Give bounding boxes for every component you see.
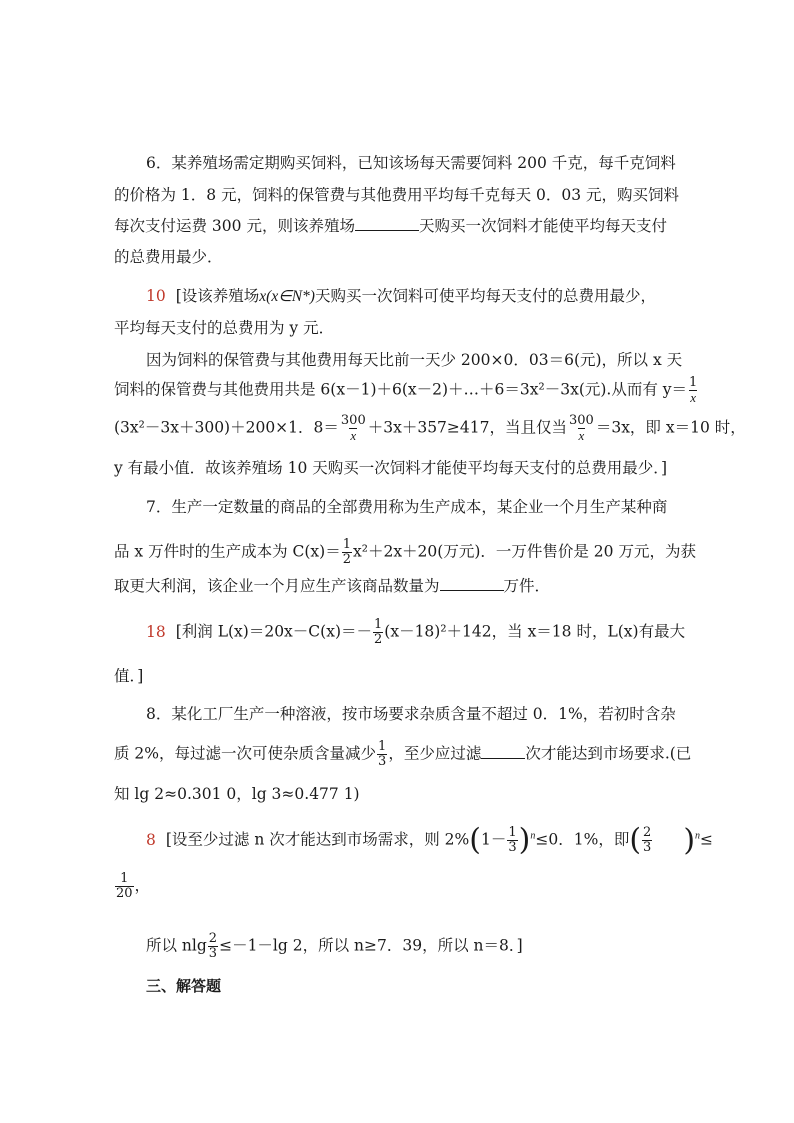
- q7-line2-b: x²＋2x＋20(万元)．一万件售价是 20 万元，为获: [353, 542, 696, 561]
- a8-line1: [146, 822, 714, 858]
- a6-frac-300-over-x-2: $\frac{300}{x}$: [569, 413, 594, 443]
- a8-frac-one-twentieth: $\frac{1}{20}$: [116, 871, 133, 901]
- a6-line5: [114, 414, 746, 443]
- a6-answer: 10: [146, 287, 166, 305]
- a8-exp-n-2: n: [695, 830, 701, 842]
- a6-line4-a: 饲料的保管费与其他费用共是 6(x－1)＋6(x－2)＋…＋6＝3x²－3x(元).从而有 y＝: [114, 380, 688, 399]
- a6-line5-b: ＋3x＋357≥417，当且仅当: [367, 418, 567, 437]
- section-heading-answer-questions: 三、解答题: [146, 977, 222, 995]
- q7-line1: 7．生产一定数量的商品的全部费用称为生产成本，某企业一个月生产某种商: [146, 498, 668, 516]
- a8-line3-b: ≤－1－lg 2，所以 n≥7．39，所以 n＝8．]: [219, 936, 523, 955]
- a7-line2: 值．]: [114, 667, 144, 685]
- q7-line3-b: 万件．: [503, 577, 551, 595]
- q8-frac-third: $\frac{1}{3}$: [378, 739, 387, 769]
- a6-line5-a: (3x²－3x＋300)＋200×1．8＝: [114, 418, 339, 437]
- a8-left-paren-2: (: [629, 822, 642, 858]
- a8-line1-a: [设至少过滤 n 次才能达到市场需求，则 2%: [165, 830, 470, 849]
- q8-line3: 知 lg 2≈0.301 0，lg 3≈0.477 1): [114, 785, 360, 803]
- a6-line1-c: 天购买一次饲料可使平均每天支付的总费用最少，: [314, 287, 656, 305]
- a6-line4: [114, 376, 699, 405]
- a7-line1-b: (x－18)²＋142，当 x＝18 时，L(x)有最大: [384, 622, 686, 641]
- a8-line1-inner: 1－: [481, 830, 507, 849]
- a8-line2: [114, 872, 150, 901]
- q7-answer-blank: [440, 576, 504, 591]
- a8-left-paren: (: [469, 822, 481, 858]
- a8-line1-b: ≤0．1%，即: [535, 830, 630, 849]
- a6-frac-1-over-x: $\frac{1}{x}$: [689, 375, 698, 405]
- q7-line3-a: 取更大利润，该企业一个月应生产该商品数量为: [114, 577, 440, 595]
- q6-line1: 6．某养殖场需定期购买饲料，已知该场每天需要饲料 200 千克，每千克饲料: [146, 154, 676, 172]
- q6-line2: 的价格为 1．8 元，饲料的保管费与其他费用平均每千克每天 0．03 元，购买饲料: [114, 186, 680, 204]
- q6-line3-a: 每次支付运费 300 元，则该养殖场: [114, 217, 355, 235]
- a8-line3: [146, 932, 523, 961]
- q7-line2: [114, 538, 696, 567]
- a8-line2-b: ，: [134, 876, 151, 895]
- a7-line1-a: [利润 L(x)＝20x－C(x)＝－: [175, 622, 372, 641]
- a8-answer: 8: [146, 830, 156, 849]
- q7-line2-a: 品 x 万件时的生产成本为 C(x)＝: [114, 542, 341, 561]
- q6-answer-blank: [355, 216, 419, 231]
- a8-frac-third: $\frac{1}{3}$: [508, 825, 517, 855]
- q7-line3: [114, 576, 550, 596]
- a7-frac-half: $\frac{1}{2}$: [374, 617, 383, 647]
- a8-right-paren-2: ): [683, 822, 696, 858]
- a6-line1-a: [设该养殖场: [175, 287, 260, 305]
- a8-right-paren: ): [518, 822, 531, 858]
- a6-line1: [146, 286, 656, 307]
- a6-line1-var: x(x∈N*): [259, 288, 315, 305]
- a6-line3: 因为饲料的保管费与其他费用每天比前一天少 200×0．03＝6(元)，所以 x 天: [146, 351, 683, 369]
- q8-line1: 8．某化工厂生产一种溶液，按市场要求杂质含量不超过 0．1%，若初时含杂: [146, 705, 676, 723]
- a8-line1-c: ≤: [700, 830, 714, 849]
- q8-line2-b: ，至少应过滤: [388, 744, 482, 763]
- a6-line5-c: ＝3x，即 x＝10 时，: [595, 418, 746, 437]
- q6-line4: 的总费用最少．: [114, 248, 223, 266]
- a6-line2: 平均每天支付的总费用为 y 元．: [114, 319, 335, 337]
- a8-frac-two-thirds-2: $\frac{2}{3}$: [208, 931, 218, 961]
- q8-answer-blank: [481, 744, 525, 759]
- q7-frac-half: $\frac{1}{2}$: [342, 537, 351, 567]
- a8-frac-two-thirds: $\frac{2}{3}$: [643, 825, 652, 855]
- a6-frac-300-over-x: $\frac{300}{x}$: [340, 413, 366, 443]
- a7-line1: [146, 618, 685, 647]
- a6-line6: y 有最小值．故该养殖场 10 天购买一次饲料才能使平均每天支付的总费用最少．]: [114, 459, 668, 477]
- q8-line2-c: 次才能达到市场要求.(已: [525, 744, 692, 763]
- q8-line2-a: 质 2%，每过滤一次可使杂质含量减少: [114, 744, 377, 763]
- q6-line3-b: 天购买一次饲料才能使平均每天支付: [418, 217, 667, 235]
- a8-line3-a: 所以 nlg: [146, 936, 207, 955]
- a8-exp-n: n: [530, 830, 536, 842]
- a7-answer: 18: [146, 622, 166, 641]
- q6-line3: [114, 216, 667, 236]
- q8-line2: [114, 740, 691, 769]
